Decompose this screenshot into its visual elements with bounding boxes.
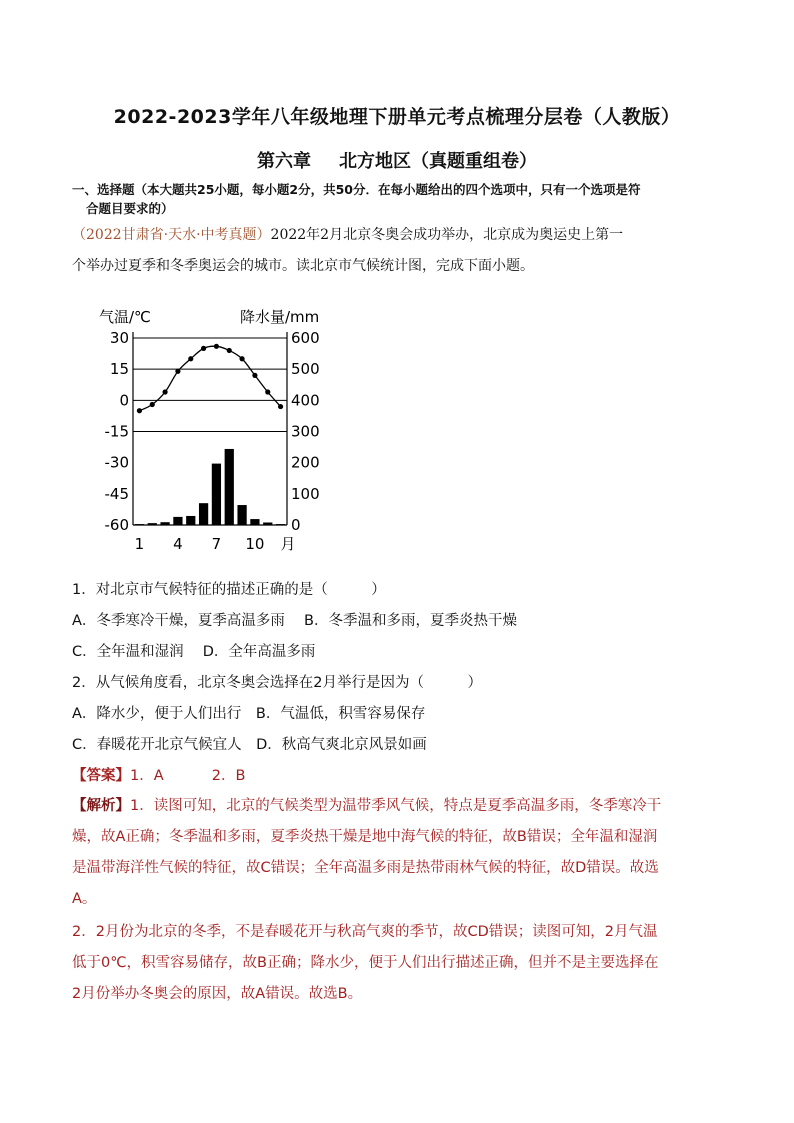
temperature-point (162, 389, 167, 394)
month-tick-label: 4 (173, 535, 183, 553)
explanation-line: 2．2月份为北京的冬季，不是春暖花开与秋高气爽的季节，故CD错误；读图可知，2月气温 (72, 924, 658, 940)
temperature-point (201, 346, 206, 351)
left-axis-title: 气温/℃ (99, 308, 151, 326)
temperature-point (214, 344, 219, 349)
explanation-text: 1．读图可知，北京的气候类型为温带季风气候，特点是夏季高温多雨，冬季寒冷干 (130, 798, 662, 814)
precipitation-bar (186, 516, 195, 525)
question-2-options-cd: C．春暖花开北京气候宜人 D．秋高气爽北京风景如画 (72, 737, 427, 753)
month-tick-label: 10 (245, 535, 265, 553)
explanation-line: 燥，故A正确；冬季温和多雨，夏季炎热干燥是地中海气候的特征，故B错误；全年温和湿润 (72, 829, 658, 845)
temperature-tick-label: -60 (104, 516, 129, 534)
right-axis-title: 降水量/mm (240, 308, 320, 326)
intro-line-1 (72, 220, 727, 251)
document-title: 2022-2023学年八年级地理下册单元考点梳理分层卷（人教版） (113, 106, 681, 128)
question-1-options-cd: C．全年温和湿润 D．全年高温多雨 (72, 644, 316, 660)
temperature-point (137, 408, 142, 413)
temperature-point (252, 373, 257, 378)
temperature-point (150, 402, 155, 407)
explanation-line: 是温带海洋性气候的特征，故C错误；全年高温多雨是热带雨林气候的特征，故D错误。故选 (72, 860, 659, 876)
temperature-points (137, 344, 283, 414)
answer-text: 1．A 2．B (130, 768, 246, 784)
chapter-number: 第六章 (257, 151, 311, 172)
temperature-tick-label: 0 (119, 391, 129, 410)
precipitation-tick-label: 300 (291, 422, 320, 441)
precipitation-bar (250, 519, 259, 525)
intro-line-2: 个举办过夏季和冬季奥运会的城市。读北京市气候统计图，完成下面小题。 (72, 258, 534, 274)
precipitation-tick-label: 200 (291, 453, 320, 472)
temperature-tick-label: 15 (109, 360, 129, 379)
question-source: （2022甘肃省·天水·中考真题） (72, 227, 271, 243)
temperature-curve (139, 346, 280, 411)
answer-line (72, 766, 245, 786)
explanation-line: A。 (72, 891, 97, 907)
question-1-stem: 1．对北京市气候特征的描述正确的是（ ） (72, 582, 386, 598)
temperature-point (175, 369, 180, 374)
climate-chart (85, 300, 345, 560)
temperature-point (227, 348, 232, 353)
explanation-line (72, 791, 728, 822)
intro-paragraph (72, 220, 727, 282)
chapter-subtitle: 北方地区（真题重组卷） (339, 151, 537, 172)
month-tick-label: 7 (211, 535, 222, 553)
chart-grid (133, 338, 287, 432)
temperature-tick-label: -45 (104, 484, 129, 503)
precipitation-tick-label: 500 (291, 360, 320, 379)
precipitation-tick-label: 400 (291, 391, 320, 410)
precipitation-bar (212, 464, 221, 525)
answer-label: 【答案】 (72, 768, 130, 784)
intro-text-1: 2022年2月北京冬奥会成功举办，北京成为奥运史上第一 (270, 227, 624, 243)
precipitation-tick-label: 600 (291, 329, 320, 347)
temperature-point (239, 356, 244, 361)
section-line-1: 一、选择题（本大题共25小题，每小题2分，共50分．在每小题给出的四个选项中，只有一个选项是符 (72, 182, 641, 197)
question-2-stem: 2．从气候角度看，北京冬奥会选择在2月举行是因为（ ） (72, 675, 482, 691)
explanation-block-2 (72, 917, 728, 1010)
temperature-point (278, 404, 283, 409)
explanation-label: 【解析】 (72, 798, 130, 814)
precipitation-bar (225, 449, 234, 525)
section-heading (72, 180, 727, 218)
temperature-tick-label: 30 (109, 329, 129, 347)
precipitation-bar (237, 505, 246, 525)
precipitation-tick-label: 0 (291, 516, 301, 534)
question-1-options-ab: A．冬季寒冷干燥，夏季高温多雨 B．冬季温和多雨，夏季炎热干燥 (72, 613, 517, 629)
temperature-tick-label: -30 (104, 453, 129, 472)
chapter-heading (0, 147, 794, 173)
question-2-options-ab: A．降水少，便于人们出行 B．气温低，积雪容易保存 (72, 706, 426, 722)
explanation-line: 低于0℃，积雪容易储存，故B正确；降水少，便于人们出行描述正确，但并不是主要选择在 (72, 955, 659, 971)
month-tick-label: 1 (134, 535, 145, 553)
temperature-point (265, 389, 270, 394)
precipitation-bars (135, 449, 285, 525)
explanation-line: 2月份举办冬奥会的原因，故A错误。故选B。 (72, 986, 363, 1002)
precipitation-bar (173, 517, 182, 525)
chart-axes (133, 332, 287, 525)
temperature-point (188, 356, 193, 361)
month-unit-label: 月 (280, 535, 296, 553)
precipitation-bar (199, 503, 208, 525)
explanation-block-1 (72, 791, 728, 915)
section-line-2: 合题目要求的） (86, 201, 174, 216)
temperature-tick-label: -15 (104, 422, 129, 441)
precipitation-tick-label: 100 (291, 484, 320, 503)
